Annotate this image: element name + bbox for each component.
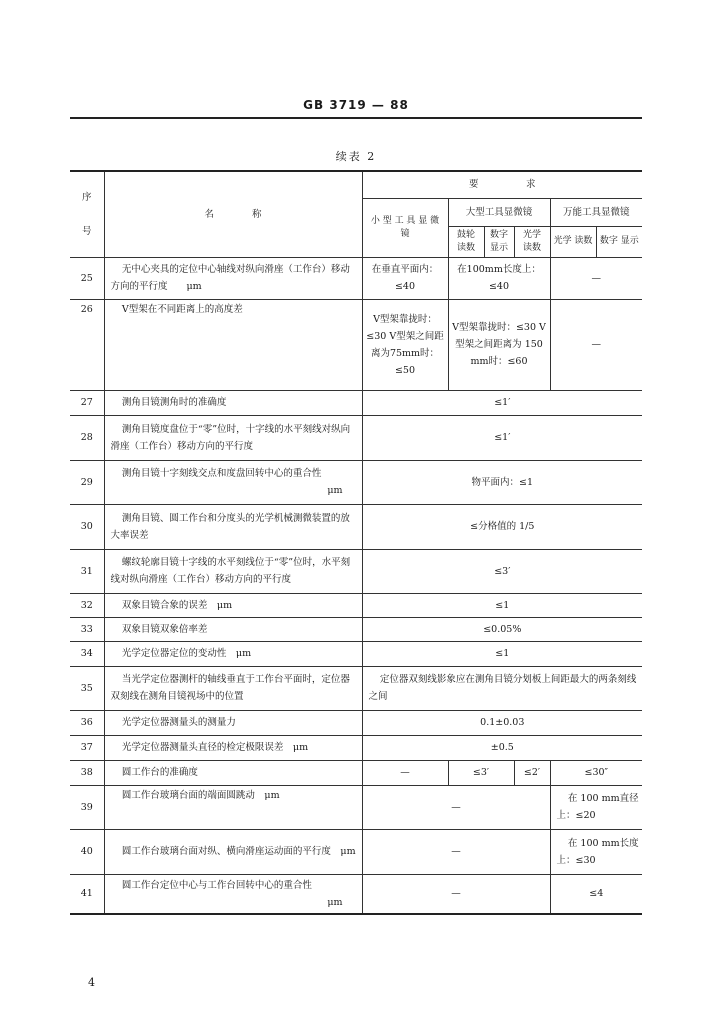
header-large-dial: 鼓轮 读数: [448, 226, 484, 257]
row-value: 定位器双刻线影象应在测角目镜分划板上间距最大的两条刻线之间: [362, 666, 642, 710]
table-row: [70, 617, 642, 641]
table-row: [70, 785, 642, 829]
row-name: 当光学定位器测杆的轴线垂直于工作台平面时，定位器双刻线在测角目镜视场中的位置: [104, 666, 362, 710]
row-number: 32: [70, 593, 104, 617]
row-name: 测角目镜、圆工作台和分度头的光学机械测微装置的放大率误差: [104, 504, 362, 549]
row-value: 物平面内：≤1: [362, 460, 642, 504]
row-universal: ≤30″: [550, 760, 642, 785]
row-name: 光学定位器测量头直径的检定极限误差 μm: [104, 735, 362, 760]
table-row: [70, 299, 642, 390]
row-number: 38: [70, 760, 104, 785]
row-number: 28: [70, 415, 104, 460]
row-value: 0.1±0.03: [362, 710, 642, 735]
row-value: ≤分格值的 1/5: [362, 504, 642, 549]
header-large-digital: 数字 显示: [484, 226, 514, 257]
row-name: 螺纹轮廓目镜十字线的水平刻线位于“零”位时，水平刻线对纵向滑座（工作台）移动方向的平行度: [104, 549, 362, 593]
row-universal: ≤4: [550, 874, 642, 914]
row-large-optical: ≤2′: [514, 760, 550, 785]
row-number: 36: [70, 710, 104, 735]
row-value: ≤0.05%: [362, 617, 642, 641]
header-seq: 序 号: [70, 171, 104, 257]
row-value: ≤3′: [362, 549, 642, 593]
row-name: 双象目镜双象倍率差: [104, 617, 362, 641]
table-row: [70, 829, 642, 874]
row-name: 圆工作台定位中心与工作台回转中心的重合性 μm: [104, 874, 362, 914]
row-value: ≤1′: [362, 415, 642, 460]
table-row: [70, 710, 642, 735]
row-name: 圆工作台玻璃台面对纵、横向滑座运动面的平行度 μm: [104, 829, 362, 874]
row-dash: —: [362, 874, 550, 914]
row-dash: —: [362, 785, 550, 829]
table-row: [70, 415, 642, 460]
page-number: 4: [88, 976, 95, 989]
row-unit: μm: [327, 485, 343, 496]
row-dash: —: [362, 829, 550, 874]
header-large-optical: 光学 读数: [514, 226, 550, 257]
table-row: [70, 735, 642, 760]
row-name: 光学定位器测量头的测量力: [104, 710, 362, 735]
row-value: ≤1′: [362, 390, 642, 415]
row-name: 无中心夹具的定位中心轴线对纵向滑座（工作台）移动方向的平行度 μm: [104, 257, 362, 299]
row-name: 双象目镜合象的误差 μm: [104, 593, 362, 617]
table-row: [70, 257, 642, 299]
header-name: 名 称: [104, 171, 362, 257]
row-small-tool: 在垂直平面内：≤40: [362, 257, 448, 299]
table-row: [70, 666, 642, 710]
row-name: 圆工作台玻璃台面的端面圆跳动 μm: [104, 785, 362, 829]
row-name: 圆工作台的准确度: [104, 760, 362, 785]
header-large-tool: 大型工具显微镜: [448, 198, 550, 226]
row-small-tool: V型架靠拢时：≤30 V型架之间距离为75mm时：≤50: [362, 299, 448, 390]
row-small-tool: —: [362, 760, 448, 785]
table-row: [70, 760, 642, 785]
row-universal: 在 100 mm直径上：≤20: [550, 785, 642, 829]
table-row: [70, 593, 642, 617]
table-row: [70, 641, 642, 666]
row-number: 27: [70, 390, 104, 415]
header-requirements: 要 求: [362, 171, 642, 198]
row-universal: 在 100 mm长度上：≤30: [550, 829, 642, 874]
header-universal: 万能工具显微镜: [550, 198, 642, 226]
row-number: 35: [70, 666, 104, 710]
table-row: [70, 460, 642, 504]
row-number: 31: [70, 549, 104, 593]
row-number: 39: [70, 785, 104, 829]
row-number: 26: [70, 299, 104, 390]
row-large-dial-digital: ≤3′: [448, 760, 514, 785]
row-number: 41: [70, 874, 104, 914]
table-row: [70, 390, 642, 415]
table-caption: 续表 2: [335, 150, 377, 163]
row-large-tool: V型架靠拢时：≤30 V型架之间距离为 150 mm时：≤60: [448, 299, 550, 390]
spec-table: [70, 170, 642, 915]
row-name: 测角目镜十字刻线交点和度盘回转中心的重合性 μm: [104, 460, 362, 504]
row-value: ±0.5: [362, 735, 642, 760]
row-number: 37: [70, 735, 104, 760]
row-number: 40: [70, 829, 104, 874]
header-small-tool: 小 型 工 具 显 微 镜: [362, 198, 448, 257]
row-universal: —: [550, 257, 642, 299]
row-name: 测角目镜测角时的准确度: [104, 390, 362, 415]
row-value: ≤1: [362, 593, 642, 617]
row-universal: —: [550, 299, 642, 390]
header-univ-digital: 数字 显示: [596, 226, 642, 257]
row-value: ≤1: [362, 641, 642, 666]
row-number: 25: [70, 257, 104, 299]
table-row: [70, 874, 642, 914]
row-name: V型架在不同距离上的高度差: [104, 299, 362, 390]
row-number: 29: [70, 460, 104, 504]
row-large-tool: 在100mm长度上：≤40: [448, 257, 550, 299]
row-unit: μm: [327, 896, 343, 908]
table-row: [70, 504, 642, 549]
row-name: 测角目镜度盘位于“零”位时，十字线的水平刻线对纵向滑座（工作台）移动方向的平行度: [104, 415, 362, 460]
row-number: 34: [70, 641, 104, 666]
standard-code: GB 3719 — 88: [303, 98, 409, 112]
row-number: 33: [70, 617, 104, 641]
row-name: 光学定位器定位的变动性 μm: [104, 641, 362, 666]
header-rule: [70, 117, 642, 119]
table-row: [70, 549, 642, 593]
row-number: 30: [70, 504, 104, 549]
header-univ-optical: 光学 读数: [550, 226, 596, 257]
